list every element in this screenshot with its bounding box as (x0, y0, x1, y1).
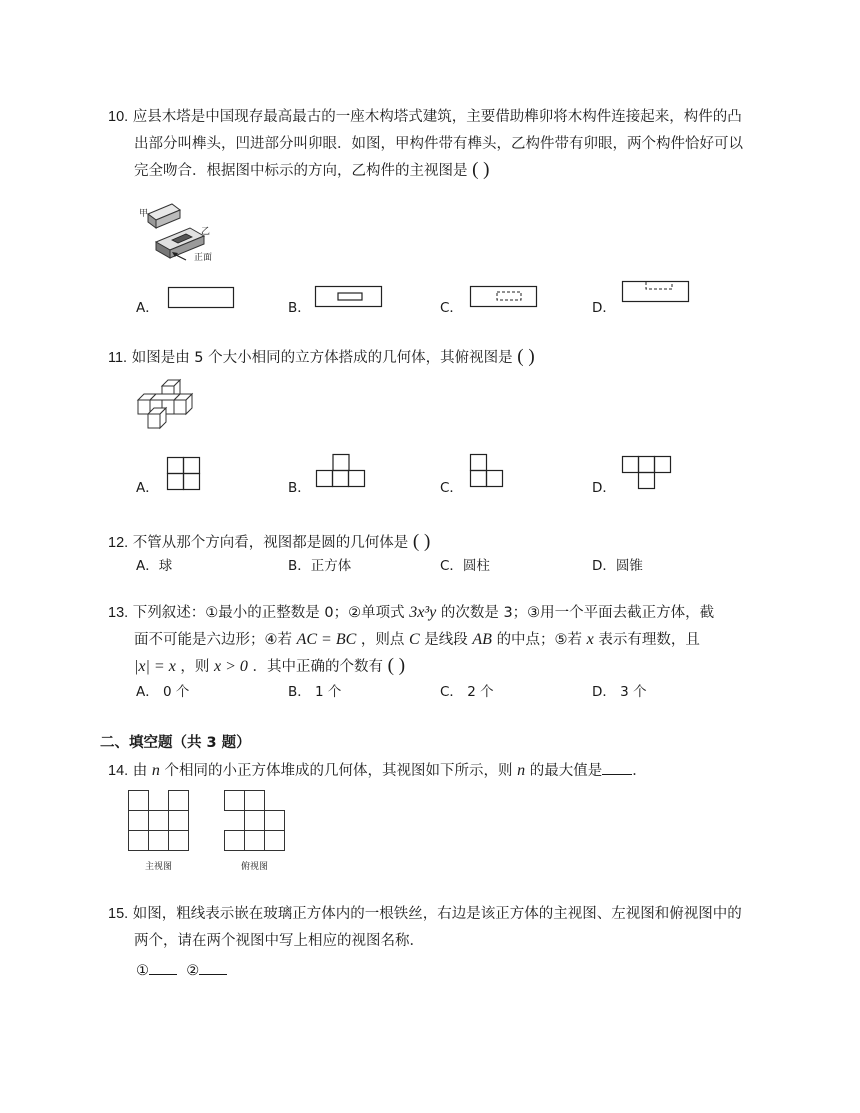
label-front: 正面 (194, 253, 213, 263)
q10-option-b[interactable]: B． (288, 300, 311, 316)
answer-paren: ( ) (412, 531, 431, 552)
q10-option-c-figure (470, 286, 540, 310)
q11-option-a[interactable]: A． (136, 480, 159, 496)
q11-question: 11. 如图是由 5 个大小相同的立方体搭成的几何体，其俯视图是 ( ) (108, 346, 535, 367)
q13-line-2: 面不可能是六边形；④若 AC = BC ，则点 C 是线段 AB 的中点；⑤若 x 表示有理数，且 (134, 631, 700, 648)
answer-paren: ( ) (472, 159, 490, 180)
q10-line-3: 完全吻合．根据图中标示的方向，乙构件的主视图是 ( ) (134, 159, 490, 180)
q10-option-d-figure (622, 281, 692, 305)
q14-caption-top: 俯视图 (241, 862, 269, 872)
q13-line-1: 13. 下列叙述：①最小的正整数是 0；②单项式 3x³y 的次数是 3；③用一个平面去截正方体，截 (108, 604, 715, 621)
q10-option-a-figure (168, 287, 236, 311)
q14-top-view (224, 790, 290, 856)
q10-line-1: 10. 应县木塔是中国现存最高最古的一座木构塔式建筑，主要借助榫卯将木构件连接起来，构件的凸 (108, 109, 742, 125)
q11-option-d-figure (622, 456, 674, 492)
q13-option-b[interactable]: B． 1 个 (288, 684, 342, 700)
q12-question: 12. 不管从那个方向看，视图都是圆的几何体是 ( ) (108, 531, 431, 552)
q10-line-2: 出部分叫榫头，凹进部分叫卯眼．如图，甲构件带有榫头，乙构件带有卯眼，两个构件恰好可以 (134, 136, 743, 152)
q12-option-a[interactable]: A．球 (136, 558, 173, 574)
q14-question: 14. 由 n 个相同的小正方体堆成的几何体，其视图如下所示，则 n 的最大值是 ． (108, 759, 647, 781)
q13-option-c[interactable]: C． 2 个 (440, 684, 494, 700)
q11-option-c-figure (470, 454, 506, 490)
q10-option-d[interactable]: D． (592, 300, 616, 316)
q11-option-d[interactable]: D． (592, 480, 616, 496)
q11-option-b-figure (316, 454, 368, 490)
q13-option-a[interactable]: A． 0 个 (136, 684, 190, 700)
q11-option-c[interactable]: C． (440, 480, 463, 496)
q11-cubes-figure (132, 378, 207, 434)
answer-blank-2[interactable] (199, 959, 227, 975)
q11-option-b[interactable]: B． (288, 480, 311, 496)
math-monomial: 3x³y (409, 604, 437, 621)
q10-option-a[interactable]: A． (136, 300, 159, 316)
q15-line-2: 两个，请在两个视图中写上相应的视图名称． (134, 933, 424, 949)
q12-option-b[interactable]: B．正方体 (288, 558, 352, 574)
label-yi: 乙 (201, 227, 211, 237)
q12-option-c[interactable]: C．圆柱 (440, 558, 490, 574)
answer-blank-1[interactable] (149, 959, 177, 975)
q11-option-a-figure (167, 457, 203, 493)
q10-option-b-figure (315, 286, 383, 310)
q13-line-3: |x| = x ，则 x > 0 ．其中正确的个数有 ( ) (134, 655, 406, 676)
answer-paren: ( ) (387, 655, 406, 676)
answer-paren: ( ) (517, 346, 535, 367)
label-jia: 甲 (139, 209, 149, 219)
q10-option-c[interactable]: C． (440, 300, 463, 316)
q14-caption-front: 主视图 (145, 862, 173, 872)
q13-option-d[interactable]: D． 3 个 (592, 684, 647, 700)
q12-option-d[interactable]: D．圆锥 (592, 558, 643, 574)
q15-line-1: 15. 如图，粗线表示嵌在玻璃正方体内的一根铁丝，右边是该正方体的主视图、左视图和俯视图中的 (108, 906, 742, 922)
answer-blank[interactable] (602, 759, 632, 775)
q14-front-view (128, 790, 194, 856)
q15-blanks: ① ② (136, 959, 227, 981)
section-title: 二、填空题（共 3 题） (100, 735, 251, 751)
